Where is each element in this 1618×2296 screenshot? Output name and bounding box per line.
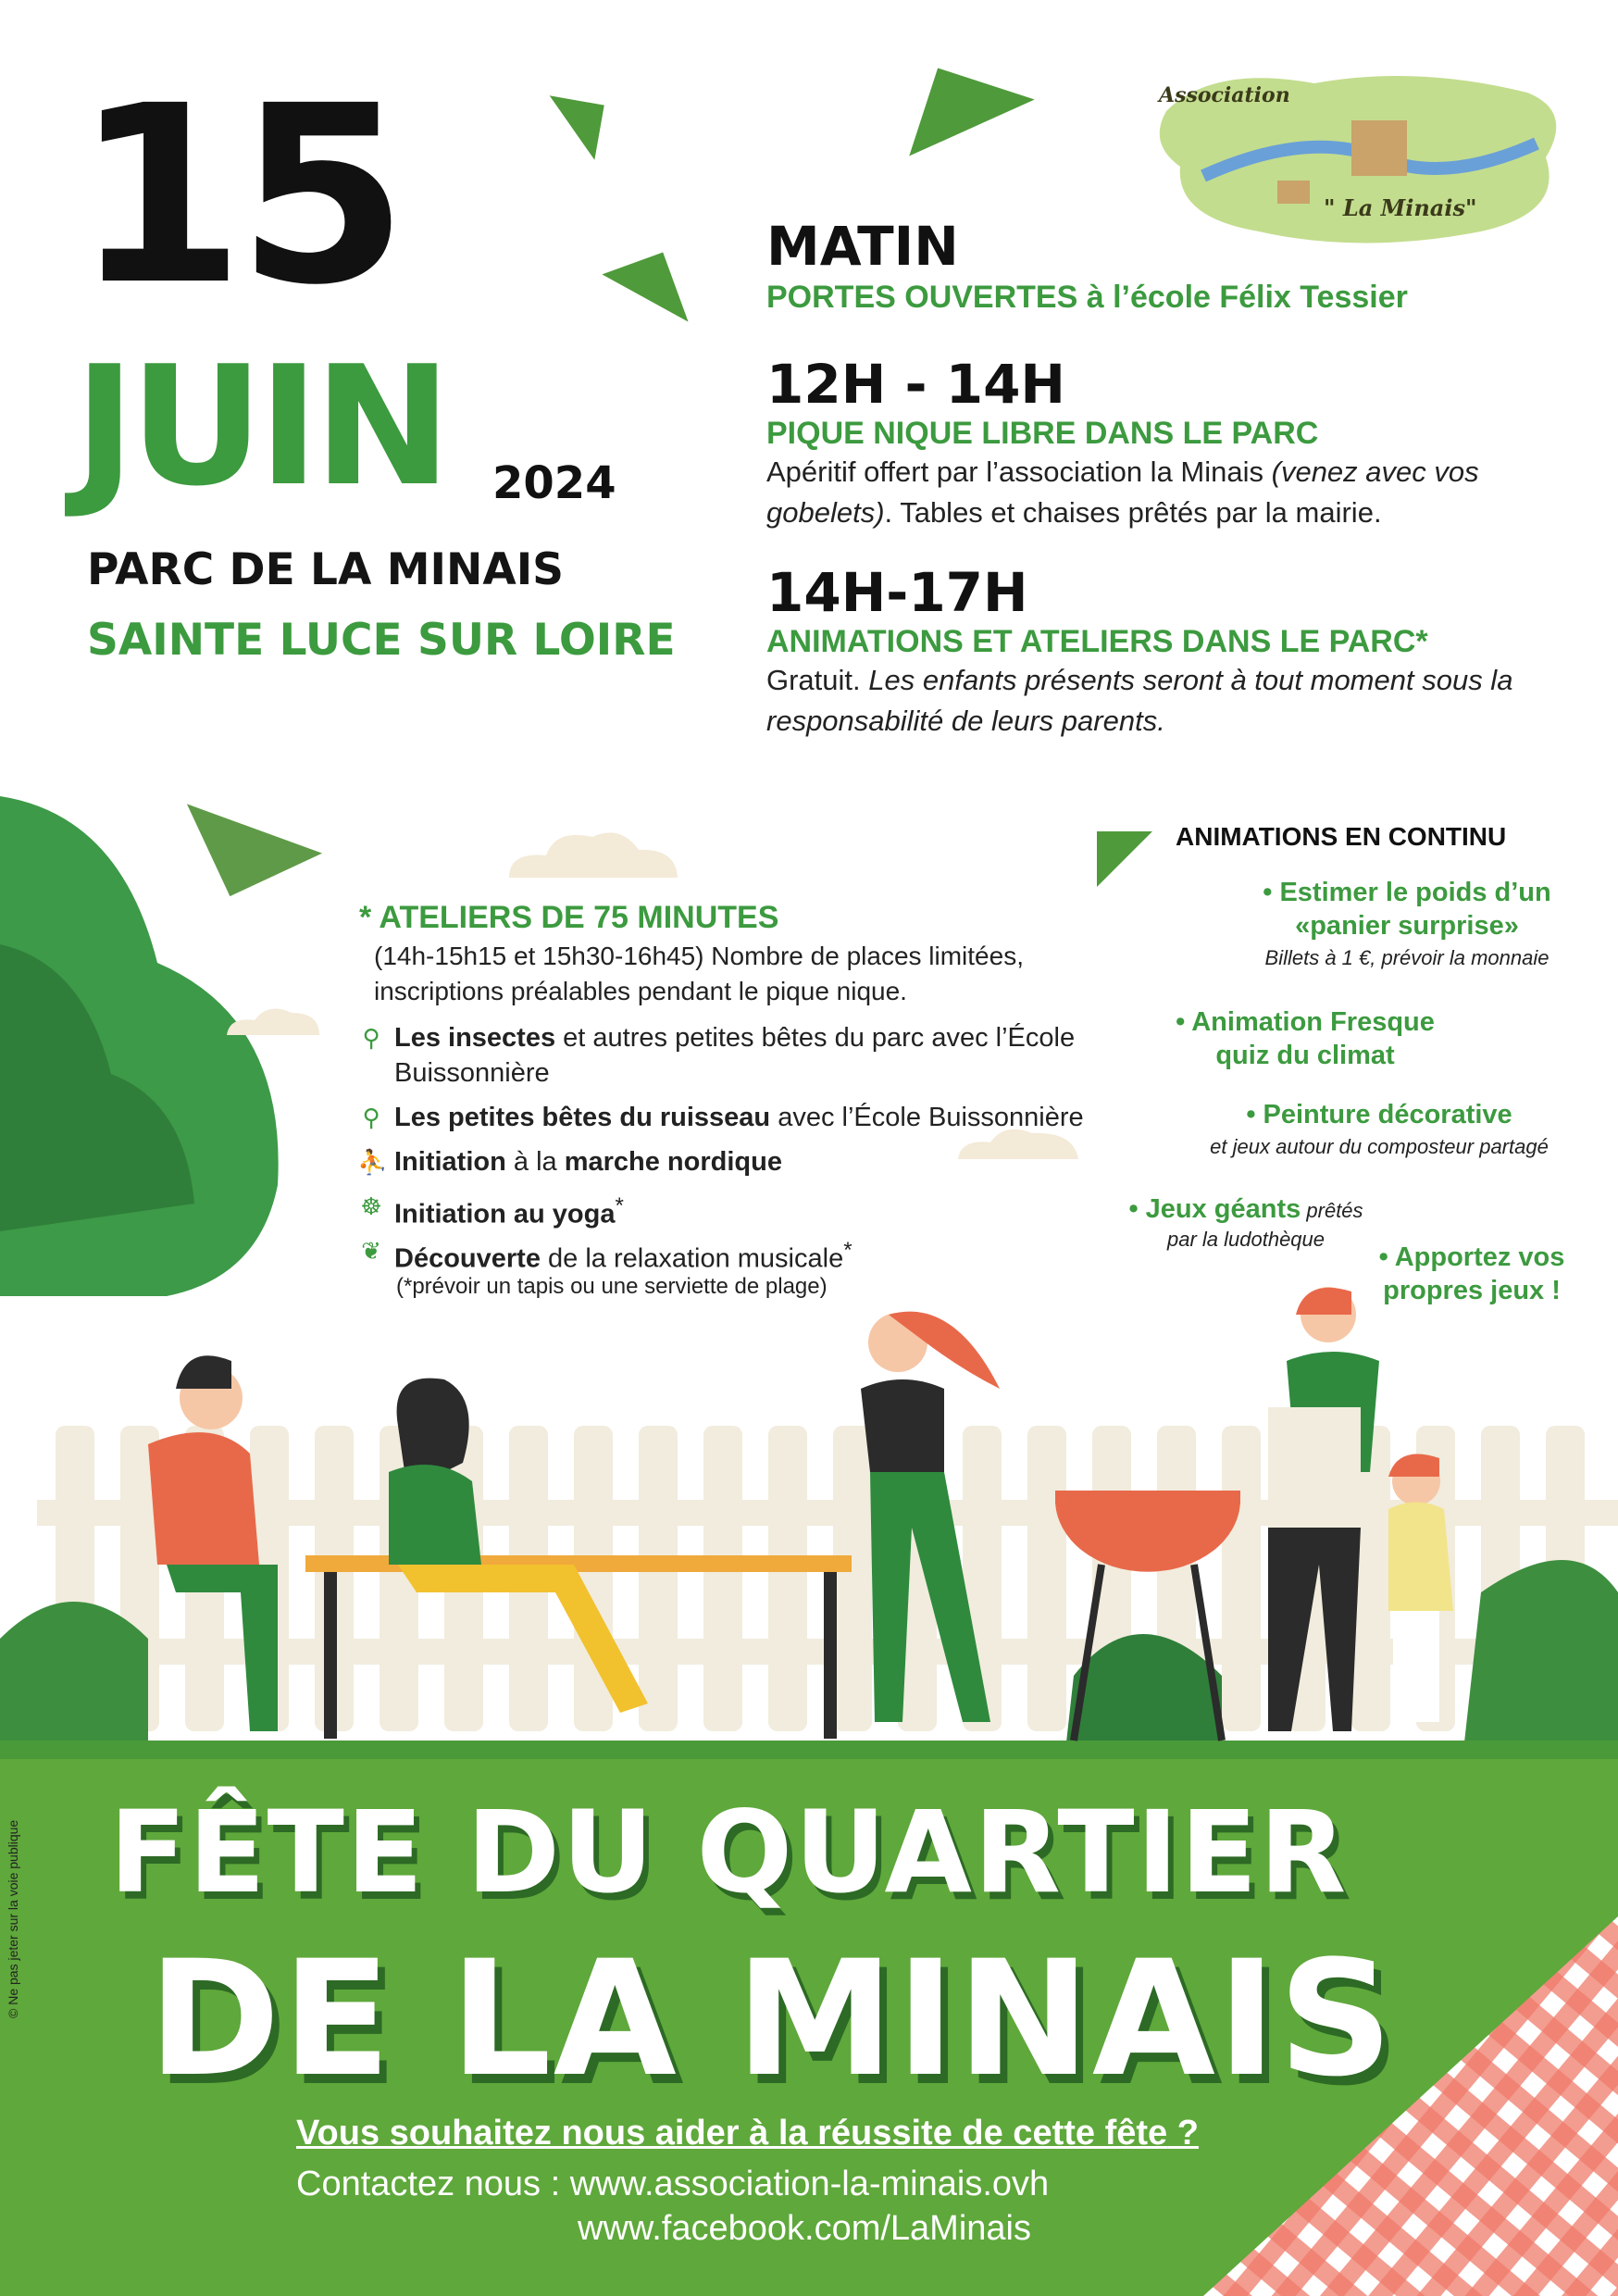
workshop-text: Buissonnière bbox=[394, 1058, 550, 1088]
workshop-title: marche nordique bbox=[564, 1147, 782, 1177]
workshop-item bbox=[357, 1020, 1075, 1091]
legal-notice: © Ne pas jeter sur la voie publique bbox=[6, 1819, 20, 2018]
logo-text: Association bbox=[1159, 83, 1290, 107]
workshops-intro-line: (14h-15h15 et 15h30-16h45) Nombre de places limitées, bbox=[374, 942, 1024, 970]
help-link-text: Vous souhaitez nous aider à la réussite de cette fête bbox=[296, 2114, 1168, 2152]
date-month: JUIN bbox=[74, 331, 446, 522]
schedule-text-part: Apéritif offert par l’association la Minais bbox=[766, 455, 1272, 488]
workshop-title: Les insectes bbox=[394, 1023, 556, 1053]
event-title-line1: FÊTE DU QUARTIER bbox=[109, 1787, 1349, 1918]
workshop-text: avec l’École Buissonnière bbox=[770, 1103, 1084, 1132]
logo-text: " La Minais" bbox=[1324, 194, 1477, 221]
schedule bbox=[766, 215, 1525, 742]
continuous-item bbox=[1148, 1005, 1462, 1072]
decor-triangle bbox=[1097, 831, 1152, 887]
date-day: 15 bbox=[74, 54, 401, 339]
schedule-subtitle: PIQUE NIQUE LIBRE DANS LE PARC bbox=[766, 416, 1319, 451]
continuous-title: propres jeux ! bbox=[1383, 1276, 1561, 1305]
workshop-item bbox=[357, 1233, 853, 1277]
workshop-text: à la bbox=[505, 1147, 565, 1177]
continuous-item bbox=[1107, 1192, 1385, 1252]
magnifier-icon: ⚲ bbox=[362, 1024, 380, 1052]
contact-block bbox=[296, 2162, 1049, 2251]
continuous-sub: Billets à 1 €, prévoir la monnaie bbox=[1264, 946, 1550, 969]
decor-triangle bbox=[909, 68, 1035, 187]
workshop-title: Découverte bbox=[394, 1243, 541, 1274]
continuous-title: • Apportez vos bbox=[1378, 1242, 1565, 1272]
yoga-icon: ☸ bbox=[360, 1192, 382, 1220]
cloud-illustration bbox=[500, 824, 685, 880]
cloud-illustration bbox=[222, 1000, 324, 1037]
continuous-title: • Peinture décorative bbox=[1246, 1100, 1512, 1129]
help-text bbox=[296, 2114, 1199, 2153]
asterisk: * bbox=[843, 1238, 853, 1263]
continuous-title: «panier surprise» bbox=[1295, 911, 1519, 941]
facebook-link[interactable]: www.facebook.com/LaMinais bbox=[578, 2209, 1031, 2248]
schedule-text-part: . Tables et chaises prêtés par la mairie. bbox=[884, 496, 1382, 529]
continuous-title: quiz du climat bbox=[1215, 1041, 1395, 1070]
continuous-heading: ANIMATIONS EN CONTINU bbox=[1176, 822, 1507, 851]
workshop-title: Les petites bêtes du ruisseau bbox=[394, 1103, 771, 1132]
contact-label: Contactez nous : bbox=[296, 2165, 570, 2203]
event-title-line2: DE LA MINAIS bbox=[148, 1926, 1395, 2112]
continuous-title: • Animation Fresque bbox=[1176, 1007, 1435, 1037]
workshops-heading: * ATELIERS DE 75 MINUTES bbox=[359, 900, 779, 935]
workshop-item bbox=[357, 1144, 782, 1179]
tree-illustration bbox=[0, 796, 296, 1315]
walker-icon: ⛹ bbox=[357, 1148, 388, 1176]
continuous-title: • Jeux géants bbox=[1128, 1194, 1301, 1224]
location-name: PARC DE LA MINAIS bbox=[87, 544, 565, 595]
location-city: SAINTE LUCE SUR LOIRE bbox=[87, 615, 676, 666]
magnifier-icon: ⚲ bbox=[362, 1104, 380, 1131]
workshop-text: et autres petites bêtes du parc avec l’École bbox=[555, 1023, 1076, 1053]
workshop-title: Initiation bbox=[394, 1147, 506, 1177]
date-year: 2024 bbox=[492, 457, 616, 509]
workshop-text: de la relaxation musicale bbox=[540, 1243, 844, 1274]
decor-triangle bbox=[540, 95, 604, 160]
schedule-text-part: Gratuit. bbox=[766, 664, 869, 696]
leaf-icon: ❦ bbox=[361, 1237, 381, 1265]
decor-triangle bbox=[602, 252, 688, 343]
schedule-time: 12H - 14H bbox=[766, 353, 1065, 416]
workshop-item bbox=[357, 1100, 1084, 1135]
schedule-text-part: Les enfants présents seront à tout moment sous la responsabilité de leurs parents. bbox=[766, 664, 1513, 737]
schedule-text-part: (venez avec vos gobelets) bbox=[766, 455, 1479, 529]
schedule-time: 14H-17H bbox=[766, 561, 1028, 624]
schedule-subtitle: ANIMATIONS ET ATELIERS DANS LE PARC* bbox=[766, 624, 1428, 659]
continuous-item bbox=[1176, 1098, 1583, 1159]
help-question-mark: ? bbox=[1167, 2114, 1199, 2152]
schedule-time: MATIN bbox=[766, 215, 959, 278]
workshops-intro bbox=[374, 939, 1024, 1009]
continuous-title: • Estimer le poids d’un bbox=[1263, 878, 1551, 907]
workshops-intro-line: inscriptions préalables pendant le pique nique. bbox=[374, 977, 907, 1005]
picnic-illustration bbox=[0, 1287, 1618, 1768]
schedule-subtitle: PORTES OUVERTES à l’école Félix Tessier bbox=[766, 280, 1408, 315]
workshops-note: (*prévoir un tapis ou une serviette de plage) bbox=[396, 1274, 828, 1299]
workshop-title: Initiation au yoga bbox=[394, 1199, 616, 1229]
continuous-sub: et jeux autour du composteur partagé bbox=[1210, 1135, 1549, 1158]
continuous-item bbox=[1240, 876, 1574, 970]
schedule-text bbox=[766, 660, 1525, 742]
website-link[interactable]: www.association-la-minais.ovh bbox=[569, 2165, 1050, 2203]
continuous-sub: par la ludothèque bbox=[1166, 1228, 1326, 1251]
workshop-item bbox=[357, 1189, 624, 1232]
asterisk: * bbox=[615, 1193, 624, 1218]
schedule-text bbox=[766, 452, 1525, 533]
continuous-sub: prêtés bbox=[1301, 1199, 1363, 1222]
